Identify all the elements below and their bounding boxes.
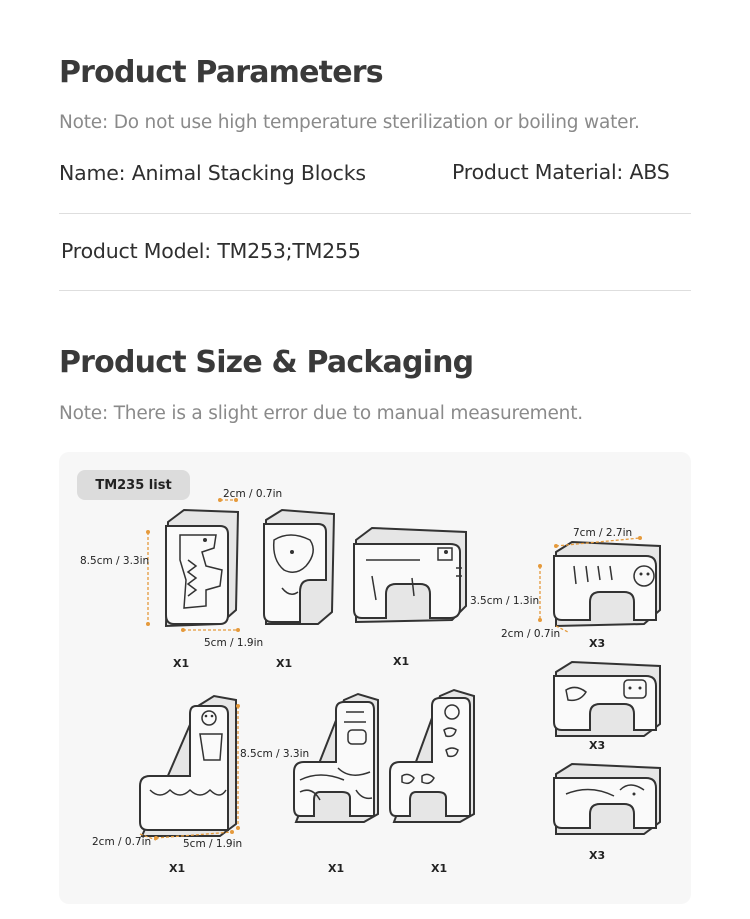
quantity-cow: X3 (589, 739, 606, 752)
quantity-tiger: X3 (589, 637, 606, 650)
product-material: Product Material: ABS (452, 160, 670, 184)
quantity-crocodile: X1 (173, 657, 190, 670)
dim-label: 2cm / 0.7in (223, 488, 283, 500)
sterilization-note: Note: Do not use high temperature sterilization or boiling water. (59, 112, 640, 133)
dim-label: 8.5cm / 3.3in (240, 748, 310, 760)
dim-label: 2cm / 0.7in (92, 836, 152, 848)
quantity-rhino: X1 (276, 657, 293, 670)
section-title-parameters: Product Parameters (59, 55, 383, 90)
list-tag: TM235 list (77, 470, 190, 500)
dim-label: 5cm / 1.9in (183, 838, 243, 850)
rhino-block-icon (264, 510, 334, 624)
quantity-giraffe: X1 (431, 862, 448, 875)
elephant-block-icon (354, 528, 466, 622)
dim-label: 2cm / 0.7in (501, 628, 561, 640)
measurement-note: Note: There is a slight error due to manual measurement. (59, 403, 583, 424)
dim-label: 8.5cm / 3.3in (80, 555, 150, 567)
quantity-alpaca: X1 (169, 862, 186, 875)
product-model: Product Model: TM253;TM255 (61, 239, 361, 263)
crocodile-block-icon (166, 510, 238, 626)
dim-label: 5cm / 1.9in (204, 637, 264, 649)
quantity-elephant: X1 (393, 655, 410, 668)
giraffe-block-icon (390, 690, 474, 822)
dim-label: 3.5cm / 1.3in (470, 595, 540, 607)
bull-block-icon (554, 764, 660, 834)
section-title-size: Product Size & Packaging (59, 345, 474, 380)
tiger-block-icon (554, 542, 660, 626)
cow-block-icon (554, 662, 660, 736)
quantity-bull: X3 (589, 849, 606, 862)
alpaca-block-icon (140, 696, 236, 836)
quantity-zebra: X1 (328, 862, 345, 875)
dim-label: 7cm / 2.7in (573, 527, 633, 539)
product-name: Name: Animal Stacking Blocks (59, 161, 366, 185)
